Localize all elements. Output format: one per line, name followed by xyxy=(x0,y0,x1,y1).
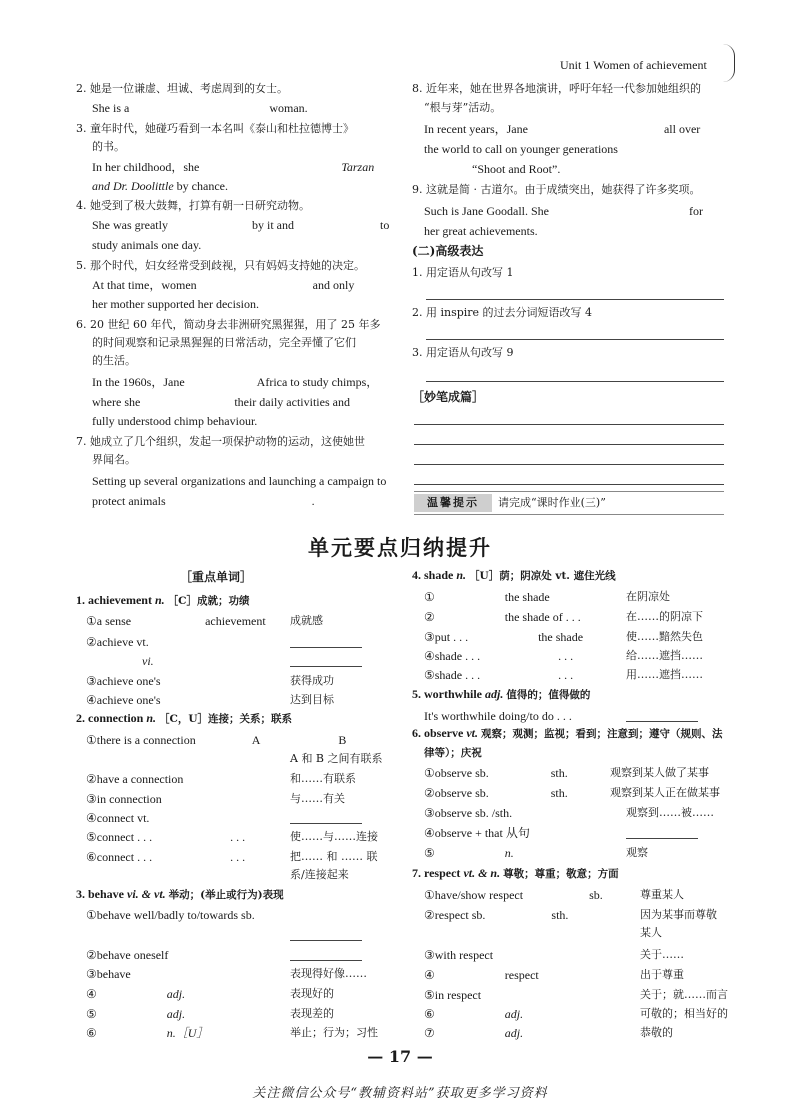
v6-row-5-meaning: 观察 xyxy=(626,846,648,859)
v3-row-3-meaning: 表现得好像…… xyxy=(290,967,367,980)
v3-answer-line[interactable] xyxy=(290,939,362,941)
v4-heading: 4. shade n. ［U］荫；阴凉处 vt. 遮住光线 xyxy=(412,568,616,582)
footer-note: 关注微信公众号“教辅资料站”获取更多学习资料 xyxy=(252,1086,548,1101)
v3-blank[interactable] xyxy=(97,1007,167,1020)
answer-line[interactable] xyxy=(426,380,724,382)
q8-english-3: “Shoot and Root”. xyxy=(424,160,560,178)
v6-blank[interactable] xyxy=(489,766,551,779)
v7-row-3: ③with respect xyxy=(424,946,565,964)
header-decoration xyxy=(722,44,735,82)
writing-line[interactable] xyxy=(414,463,724,465)
writing-line[interactable] xyxy=(414,483,724,485)
q2-blank[interactable] xyxy=(129,101,269,114)
q5-english-2: her mother supported her decision. xyxy=(92,297,259,311)
v7-row-7: ⑦ adj. xyxy=(424,1026,524,1040)
q6-english-2: where she their daily activities and xyxy=(92,395,350,409)
v6-answer-line[interactable] xyxy=(626,837,698,839)
rewrite-item-2: 2. 用 inspire 的过去分词短语改写 4 xyxy=(412,306,593,319)
v7-row-6-meaning: 可敬的；相当好的 xyxy=(640,1007,728,1020)
writing-heading: ［妙笔成篇］ xyxy=(412,390,485,404)
q6-english-1: In the 1960s，Jane Africa to study chimps， xyxy=(92,375,379,389)
v4-row-4-meaning: 给……遮挡…… xyxy=(626,649,703,662)
q7-chinese-1: 7. 她成立了几个组织，发起一项保护动物的运动，这使她世 xyxy=(76,435,365,448)
v1-blank[interactable] xyxy=(161,693,235,706)
v3-row-6-meaning: 举止；行为；习性 xyxy=(290,1026,378,1039)
v3-heading: 3. behave vi. & vt. 举动；(举止或行为)表现 xyxy=(76,887,284,901)
q9-english-2: her great achievements. xyxy=(424,224,538,238)
q3-english-1: In her childhood，she Tarzan xyxy=(92,160,375,174)
q7-blank[interactable] xyxy=(166,494,312,507)
v2-heading: 2. connection n. ［C，U］连接；关系；联系 xyxy=(76,711,293,725)
v1-row-4-meaning: 获得成功 xyxy=(290,674,334,687)
section-title: 单元要点归纳提升 xyxy=(308,535,492,560)
v2-row-1-meaning: A 和 B 之间有联系 xyxy=(290,752,383,765)
v3-blank[interactable] xyxy=(131,967,207,980)
answer-line[interactable] xyxy=(426,338,724,340)
v6-row-1-meaning: 观察到某人做了某事 xyxy=(610,766,709,779)
q9-english-1: Such is Jane Goodall. She for xyxy=(424,204,703,218)
v7-heading: 7. respect vt. & n. 尊敬；尊重；敬意；方面 xyxy=(412,866,619,880)
v6-row-4: ④observe + that 从句 xyxy=(424,826,530,840)
v4-blank[interactable] xyxy=(435,610,505,623)
v6-row-3-meaning: 观察到……被…… xyxy=(626,806,714,819)
q9-chinese: 9. 这就是简 · 古道尔。由于成绩突出，她获得了许多奖项。 xyxy=(412,183,701,196)
v6-blank[interactable] xyxy=(435,846,505,859)
v7-row-4: ④ respect xyxy=(424,968,539,982)
v5-heading: 5. worthwhile adj. 值得的；值得做的 xyxy=(412,687,591,701)
q4-english-2: study animals one day. xyxy=(92,238,202,252)
q8-blank-3[interactable] xyxy=(424,162,472,175)
v4-row-3: ③put . . . the shade xyxy=(424,630,584,644)
v7-row-2-meaning-1: 因为某事而尊敬 xyxy=(640,908,717,921)
q8-english-1: In recent years，Jane all over xyxy=(424,122,701,136)
v5-row-1: It's worthwhile doing/to do . . . xyxy=(424,709,572,723)
v6-row-1: ①observe sb. sth. xyxy=(424,766,568,780)
v7-blank[interactable] xyxy=(435,1007,505,1020)
reminder-bar xyxy=(414,491,724,515)
v3-row-3: ③behave xyxy=(86,965,207,983)
v2-blank[interactable] xyxy=(152,830,230,843)
v2-row-1: ①there is a connection A B xyxy=(86,733,347,747)
q6-blank-2[interactable] xyxy=(140,395,234,408)
v1-row-4: ③achieve one's xyxy=(86,672,235,690)
v5-answer-line[interactable] xyxy=(626,720,698,722)
v3-row-1: ①behave well/badly to/towards sb. xyxy=(86,908,255,922)
q6-chinese-2: 的时间观察和记录黑猩猩的日常活动，完全弄懂了它们 xyxy=(92,336,356,349)
v4-row-3-meaning: 使……黯然失色 xyxy=(626,630,703,643)
v2-row-6: ⑥connect . . . . . . xyxy=(86,850,246,864)
q3-english-2: and Dr. Doolittle by chance. xyxy=(92,179,228,193)
v2-row-6-meaning-1: 把…… 和 …… 联 xyxy=(290,850,378,863)
v2-row-3-meaning: 与……有关 xyxy=(290,792,345,805)
v4-row-5-meaning: 用……遮挡…… xyxy=(626,668,703,681)
v6-heading-2: 律等）；庆祝 xyxy=(424,747,482,759)
q6-english-3: fully understood chimp behaviour. xyxy=(92,414,258,428)
v2-row-3: ③in connection xyxy=(86,790,232,808)
unit-header: Unit 1 Women of achievement xyxy=(560,58,707,72)
q5-blank[interactable] xyxy=(197,278,313,291)
v7-blank[interactable] xyxy=(523,888,589,901)
q8-blank-1[interactable] xyxy=(528,122,664,135)
v6-row-5: ⑤ n. xyxy=(424,846,514,860)
answer-line[interactable] xyxy=(426,298,724,300)
v4-blank[interactable] xyxy=(435,590,505,603)
q8-chinese-2: “根与芽”活动。 xyxy=(424,101,502,114)
v3-row-4: ④ adj. xyxy=(86,987,186,1001)
v3-row-5-meaning: 表现差的 xyxy=(290,1007,334,1020)
reminder-text: 请完成“课时作业(三)” xyxy=(498,496,606,509)
writing-line[interactable] xyxy=(414,423,724,425)
v7-row-4-meaning: 出于尊重 xyxy=(640,968,684,981)
v6-row-3: ③observe sb. /sth. xyxy=(424,804,576,822)
v2-answer-line[interactable] xyxy=(290,822,362,824)
v7-row-1-meaning: 尊重某人 xyxy=(640,888,684,901)
v2-row-5: ⑤connect . . . . . . xyxy=(86,830,246,844)
v1-heading: 1. achievement n. ［C］成就；功绩 xyxy=(76,593,250,607)
q4-blank-2[interactable] xyxy=(294,218,380,231)
v2-row-5-meaning: 使……与……连接 xyxy=(290,830,378,843)
q2-chinese: 2. 她是一位谦虚、坦诚、考虑周到的女士。 xyxy=(76,82,288,95)
v4-blank[interactable] xyxy=(468,630,538,643)
v6-heading: 6. observe vt. 观察；观测；监视；看到；注意到；遵守（规则、法 xyxy=(412,726,723,740)
q8-blank-2[interactable] xyxy=(618,142,674,155)
v1-row-5: ④achieve one's xyxy=(86,691,235,709)
q5-english-1: At that time，women and only xyxy=(92,278,355,292)
q2-english: She is a woman. xyxy=(92,101,308,115)
v6-blank[interactable] xyxy=(489,786,551,799)
q7-english-1: Setting up several organizations and launching a campaign to xyxy=(92,474,387,488)
q3-chinese-2: 的书。 xyxy=(92,140,125,153)
v6-blank[interactable] xyxy=(512,806,576,819)
v1-row-1: ①a sense achievement xyxy=(86,614,266,628)
v4-row-2: ② the shade of . . . xyxy=(424,610,581,624)
v7-blank[interactable] xyxy=(435,1026,505,1039)
q9-blank[interactable] xyxy=(549,204,689,217)
v1-row-3: vi. xyxy=(142,654,154,668)
v1-row-1-meaning: 成就感 xyxy=(290,614,323,627)
v4-row-1: ① the shade xyxy=(424,590,550,604)
reminder-label: 温馨提示 xyxy=(414,494,492,512)
v6-row-2-meaning: 观察到某人正在做某事 xyxy=(610,786,720,799)
v2-blank[interactable] xyxy=(162,792,232,805)
v4-row-4: ④shade . . . . . . xyxy=(424,649,574,663)
q8-english-2: the world to call on younger generations xyxy=(424,140,674,158)
v4-row-5: ⑤shade . . . . . . xyxy=(424,668,574,682)
v7-row-5: ⑤in respect xyxy=(424,986,553,1004)
q3-blank[interactable] xyxy=(199,160,341,173)
v3-row-2: ②behave oneself xyxy=(86,948,169,962)
v1-blank[interactable] xyxy=(161,674,235,687)
v7-blank[interactable] xyxy=(485,908,551,921)
v3-row-6: ⑥ n.［U］ xyxy=(86,1026,209,1040)
v3-row-4-meaning: 表现好的 xyxy=(290,987,334,1000)
v4-row-1-meaning: 在阴凉处 xyxy=(626,590,670,603)
writing-line[interactable] xyxy=(414,443,724,445)
v1-blank[interactable] xyxy=(131,614,205,627)
v1-row-5-meaning: 达到目标 xyxy=(290,693,334,706)
v7-blank[interactable] xyxy=(493,948,565,961)
v7-row-2-meaning-2: 某人 xyxy=(640,926,662,939)
v3-blank[interactable] xyxy=(97,987,167,1000)
v3-row-5: ⑤ adj. xyxy=(86,1007,186,1021)
v2-blank[interactable] xyxy=(183,772,253,785)
v4-row-2-meaning: 在……的阴凉下 xyxy=(626,610,703,623)
q4-english-1: She was greatly by it and to xyxy=(92,218,390,232)
v7-row-2: ②respect sb. sth. xyxy=(424,908,569,922)
q7-english-2: protect animals . xyxy=(92,494,315,508)
v2-row-2: ②have a connection xyxy=(86,770,253,788)
q6-chinese-3: 的生活。 xyxy=(92,354,136,367)
v2-row-6-meaning-2: 系/连接起来 xyxy=(290,868,349,881)
advanced-expression-heading: (二)高级表达 xyxy=(412,244,484,258)
q6-chinese-1: 6. 20 世纪 60 年代，简动身去非洲研究黑猩猩，用了 25 年多 xyxy=(76,318,381,331)
rewrite-item-1: 1. 用定语从句改写 1 xyxy=(412,266,514,279)
v6-row-2: ②observe sb. sth. xyxy=(424,786,568,800)
v7-row-3-meaning: 关于…… xyxy=(640,948,684,961)
v7-row-7-meaning: 恭敬的 xyxy=(640,1026,673,1039)
q3-chinese-1: 3. 童年时代，她碰巧看到一本名叫《泰山和杜拉德博士》 xyxy=(76,122,354,135)
q5-chinese: 5. 那个时代，妇女经常受到歧视，只有妈妈支持她的决定。 xyxy=(76,259,365,272)
v4-blank[interactable] xyxy=(480,649,558,662)
v7-row-1: ①have/show respect sb. xyxy=(424,888,603,902)
v2-blank[interactable] xyxy=(196,733,252,746)
q6-blank-1[interactable] xyxy=(185,375,257,388)
q4-chinese: 4. 她受到了极大鼓舞，打算有朝一日研究动物。 xyxy=(76,199,310,212)
v1-answer-line[interactable] xyxy=(290,646,362,648)
v2-row-2-meaning: 和……有联系 xyxy=(290,772,356,785)
page-number: — 17 — xyxy=(367,1047,433,1066)
v7-row-6: ⑥ adj. xyxy=(424,1007,524,1021)
q4-blank-1[interactable] xyxy=(168,218,252,231)
v7-blank[interactable] xyxy=(435,968,505,981)
v1-row-2: ②achieve vt. xyxy=(86,635,149,649)
rewrite-item-3: 3. 用定语从句改写 9 xyxy=(412,346,514,359)
v1-answer-line[interactable] xyxy=(290,665,362,667)
v2-blank[interactable] xyxy=(260,733,338,746)
v2-blank[interactable] xyxy=(152,850,230,863)
v7-row-5-meaning: 关于；就……而言 xyxy=(640,988,728,1001)
q8-chinese-1: 8. 近年来，她在世界各地演讲，呼吁年轻一代参加她组织的 xyxy=(412,82,701,95)
v3-blank[interactable] xyxy=(97,1026,167,1039)
v4-blank[interactable] xyxy=(480,668,558,681)
vocab-tag: ［重点单词］ xyxy=(180,570,253,584)
v2-row-4: ④connect vt. xyxy=(86,811,150,825)
q7-chinese-2: 界闻名。 xyxy=(92,453,136,466)
v3-answer-line[interactable] xyxy=(290,959,362,961)
v7-blank[interactable] xyxy=(481,988,553,1001)
